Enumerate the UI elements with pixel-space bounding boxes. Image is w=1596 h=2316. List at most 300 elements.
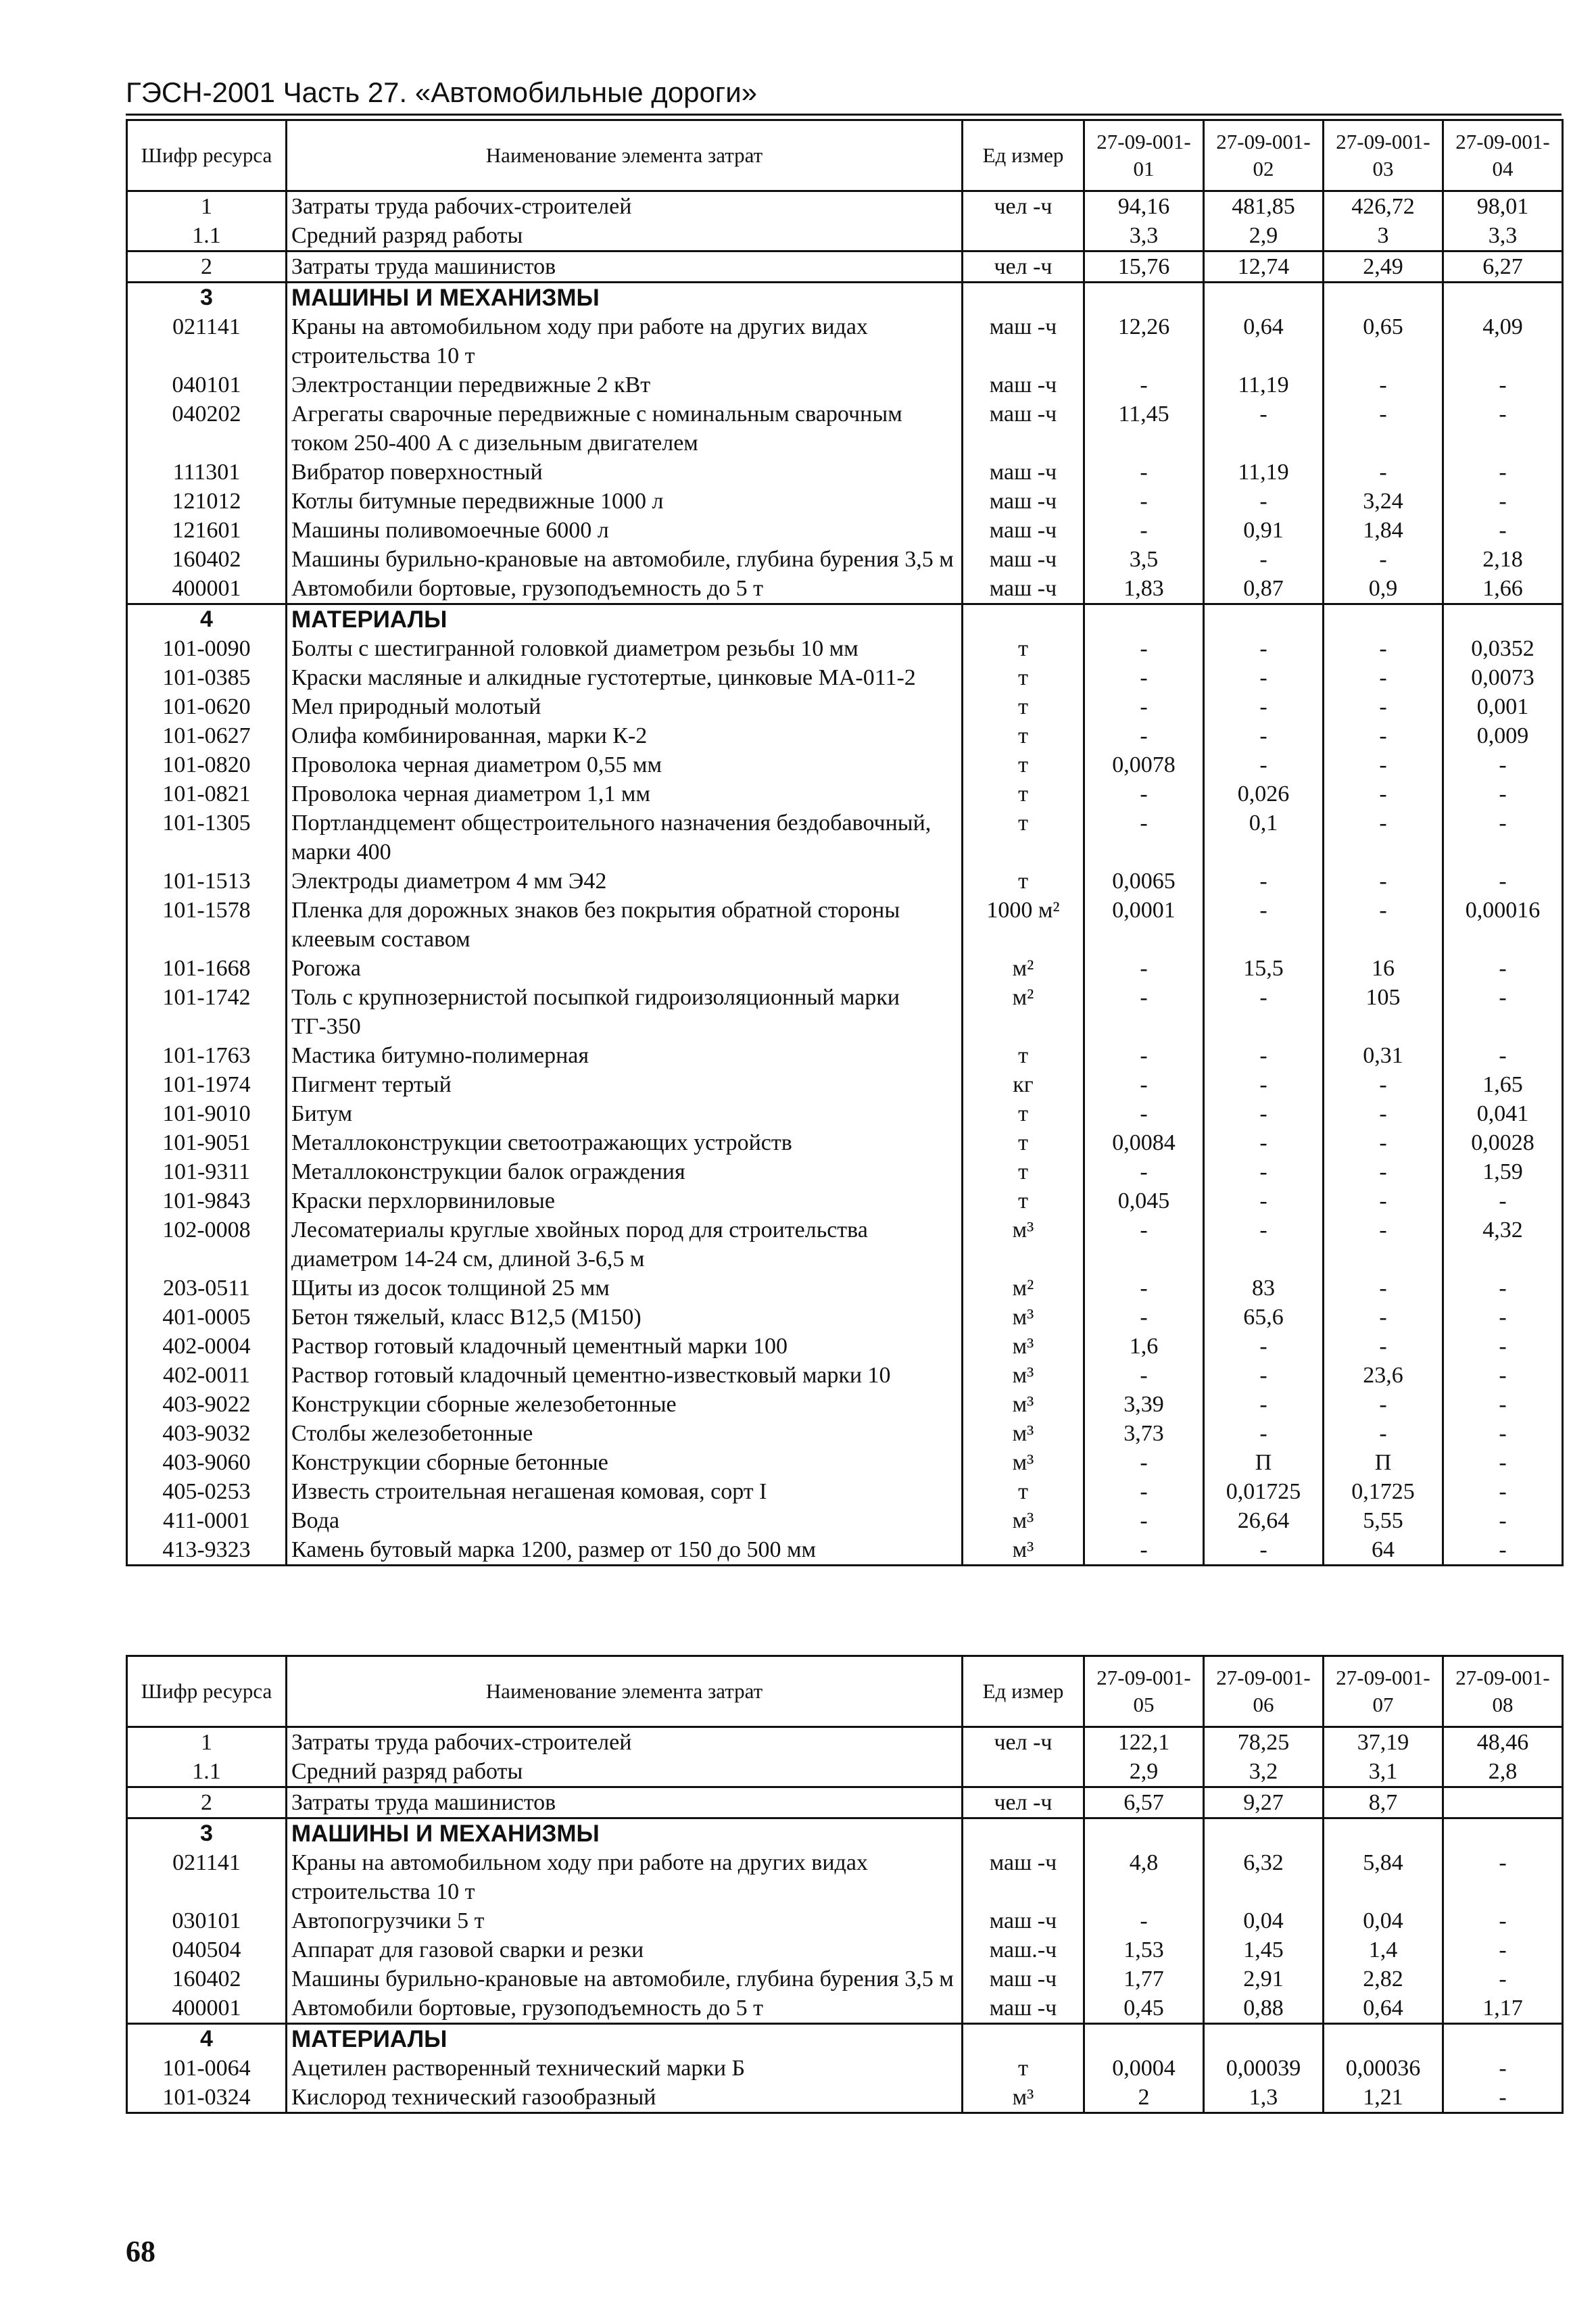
value-cell: П	[1204, 1448, 1324, 1477]
value-cell: 0,0004	[1084, 2054, 1204, 2083]
value-cell: -	[1443, 954, 1563, 983]
value-cell: 4,09	[1443, 312, 1563, 370]
resource-code: 101-0090	[127, 634, 287, 663]
value-cell: -	[1324, 896, 1443, 954]
unit-cell: т	[963, 1099, 1084, 1128]
resource-name: Краски перхлорвиниловые	[287, 1186, 963, 1215]
value-cell: -	[1443, 487, 1563, 516]
unit-cell: чел -ч	[963, 191, 1084, 222]
table-row	[127, 2054, 1563, 2083]
value-cell: -	[1443, 516, 1563, 545]
value-cell: -	[1204, 1390, 1324, 1419]
value-cell: -	[1324, 867, 1443, 896]
unit-cell: т	[963, 1041, 1084, 1070]
value-cell: 1,4	[1324, 1935, 1443, 1964]
value-cell: -	[1324, 1157, 1443, 1186]
table-row	[127, 574, 1563, 604]
value-cell: 105	[1324, 983, 1443, 1041]
value-cell: 3,3	[1443, 221, 1563, 251]
table-row	[127, 663, 1563, 692]
resource-name: Мел природный молотый	[287, 692, 963, 721]
value-cell: -	[1324, 1099, 1443, 1128]
value-cell: -	[1204, 1361, 1324, 1390]
column-header-value: 27-09-001-01	[1084, 120, 1204, 191]
unit-cell: м²	[963, 954, 1084, 983]
value-cell: -	[1084, 954, 1204, 983]
table-row	[127, 1070, 1563, 1099]
column-header-value: 27-09-001-06	[1204, 1656, 1324, 1727]
table-row	[127, 191, 1563, 222]
table-row	[127, 1128, 1563, 1157]
unit-cell: маш.-ч	[963, 1935, 1084, 1964]
value-cell: 6,27	[1443, 251, 1563, 283]
resource-name: Автомобили бортовые, грузоподъемность до 5 т	[287, 574, 963, 604]
value-cell: -	[1443, 370, 1563, 400]
value-cell	[1084, 2024, 1204, 2054]
table-row	[127, 1274, 1563, 1303]
unit-cell: 1000 м²	[963, 896, 1084, 954]
value-cell: -	[1443, 1906, 1563, 1935]
value-cell: 2,82	[1324, 1964, 1443, 1994]
section-title: МАТЕРИАЛЫ	[287, 604, 963, 635]
value-cell: -	[1443, 779, 1563, 809]
resource-name: Машины бурильно-крановые на автомобиле, глубина бурения 3,5 м	[287, 1964, 963, 1994]
table-row	[127, 896, 1563, 954]
resource-code: 3	[127, 283, 287, 313]
value-cell: 15,5	[1204, 954, 1324, 983]
table-row	[127, 400, 1563, 458]
value-cell: 0,87	[1204, 574, 1324, 604]
resource-name: Аппарат для газовой сварки и резки	[287, 1935, 963, 1964]
value-cell: 65,6	[1204, 1303, 1324, 1332]
resource-code: 101-1513	[127, 867, 287, 896]
value-cell: 0,01725	[1204, 1477, 1324, 1506]
value-cell	[1084, 1818, 1204, 1849]
value-cell: -	[1443, 1361, 1563, 1390]
value-cell: 0,00016	[1443, 896, 1563, 954]
unit-cell: м³	[963, 1419, 1084, 1448]
resource-code: 403-9060	[127, 1448, 287, 1477]
resource-table-2	[126, 1655, 1564, 2114]
column-header-value: 27-09-001-08	[1443, 1656, 1563, 1727]
value-cell: -	[1084, 1041, 1204, 1070]
resource-name: Битум	[287, 1099, 963, 1128]
table-row	[127, 251, 1563, 283]
table-row	[127, 1099, 1563, 1128]
column-header-unit: Ед измер	[963, 1656, 1084, 1727]
value-cell: -	[1204, 1070, 1324, 1099]
table-row	[127, 809, 1563, 867]
column-header-name: Наименование элемента затрат	[287, 1656, 963, 1727]
value-cell: 2,9	[1084, 1757, 1204, 1787]
unit-cell: м²	[963, 983, 1084, 1041]
resource-code: 021141	[127, 312, 287, 370]
unit-cell: м³	[963, 1506, 1084, 1535]
table-row	[127, 1757, 1563, 1787]
resource-code: 101-0385	[127, 663, 287, 692]
unit-cell: маш -ч	[963, 370, 1084, 400]
value-cell: 12,26	[1084, 312, 1204, 370]
value-cell: 0,1	[1204, 809, 1324, 867]
unit-cell: т	[963, 663, 1084, 692]
resource-code: 402-0004	[127, 1332, 287, 1361]
value-cell: -	[1204, 1535, 1324, 1566]
unit-cell: м³	[963, 1303, 1084, 1332]
unit-cell: маш -ч	[963, 545, 1084, 574]
section-row	[127, 1818, 1563, 1849]
resource-code: 403-9022	[127, 1390, 287, 1419]
value-cell: -	[1204, 1419, 1324, 1448]
resource-code: 400001	[127, 574, 287, 604]
value-cell: 83	[1204, 1274, 1324, 1303]
value-cell: 3,3	[1084, 221, 1204, 251]
value-cell: -	[1204, 634, 1324, 663]
value-cell: 1,84	[1324, 516, 1443, 545]
table-row	[127, 1964, 1563, 1994]
resource-name: Краны на автомобильном ходу при работе на других видах строительства 10 т	[287, 312, 963, 370]
table-row	[127, 1041, 1563, 1070]
resource-name: Средний разряд работы	[287, 1757, 963, 1787]
resource-name: Лесоматериалы круглые хвойных пород для строительства диаметром 14-24 см, длиной 3-6,5 м	[287, 1215, 963, 1274]
value-cell: -	[1443, 2054, 1563, 2083]
value-cell: -	[1084, 1906, 1204, 1935]
value-cell	[1443, 2024, 1563, 2054]
resource-code: 021141	[127, 1848, 287, 1906]
resource-code: 4	[127, 604, 287, 635]
value-cell: 78,25	[1204, 1727, 1324, 1758]
value-cell: -	[1443, 458, 1563, 487]
resource-code: 101-1742	[127, 983, 287, 1041]
page-number: 68	[126, 2235, 155, 2268]
section-row	[127, 2024, 1563, 2054]
unit-cell: т	[963, 692, 1084, 721]
value-cell: -	[1443, 750, 1563, 779]
unit-cell: маш -ч	[963, 574, 1084, 604]
resource-name: Щиты из досок толщиной 25 мм	[287, 1274, 963, 1303]
resource-code: 101-0324	[127, 2083, 287, 2113]
value-cell	[1204, 1818, 1324, 1849]
value-cell: -	[1443, 1848, 1563, 1906]
resource-code: 101-0627	[127, 721, 287, 750]
value-cell: 0,91	[1204, 516, 1324, 545]
column-header-value: 27-09-001-07	[1324, 1656, 1443, 1727]
value-cell: -	[1204, 1099, 1324, 1128]
resource-code: 402-0011	[127, 1361, 287, 1390]
table-header-row	[127, 120, 1563, 191]
resource-name: Металлоконструкции светоотражающих устройств	[287, 1128, 963, 1157]
value-cell: -	[1324, 1303, 1443, 1332]
unit-cell: чел -ч	[963, 1787, 1084, 1818]
value-cell: 8,7	[1324, 1787, 1443, 1818]
value-cell: 0,31	[1324, 1041, 1443, 1070]
value-cell: -	[1084, 1448, 1204, 1477]
resource-code: 101-9843	[127, 1186, 287, 1215]
value-cell: 2,9	[1204, 221, 1324, 251]
value-cell: 0,9	[1324, 574, 1443, 604]
value-cell: 37,19	[1324, 1727, 1443, 1758]
column-header-value: 27-09-001-03	[1324, 120, 1443, 191]
value-cell: 1,59	[1443, 1157, 1563, 1186]
value-cell: 2,18	[1443, 545, 1563, 574]
value-cell: -	[1443, 1506, 1563, 1535]
resource-name: Затраты труда машинистов	[287, 251, 963, 283]
resource-code: 040202	[127, 400, 287, 458]
value-cell: 0,64	[1324, 1994, 1443, 2024]
value-cell: -	[1324, 692, 1443, 721]
resource-name: Машины поливомоечные 6000 л	[287, 516, 963, 545]
resource-code: 040504	[127, 1935, 287, 1964]
resource-name: Металлоконструкции балок ограждения	[287, 1157, 963, 1186]
value-cell: -	[1324, 545, 1443, 574]
value-cell: 1,65	[1443, 1070, 1563, 1099]
value-cell: 3	[1324, 221, 1443, 251]
value-cell: 2,8	[1443, 1757, 1563, 1787]
table-row	[127, 1477, 1563, 1506]
value-cell: -	[1084, 721, 1204, 750]
unit-cell: т	[963, 2054, 1084, 2083]
resource-code: 2	[127, 1787, 287, 1818]
resource-name: Олифа комбинированная, марки К-2	[287, 721, 963, 750]
value-cell: 0,0078	[1084, 750, 1204, 779]
resource-code: 101-0064	[127, 2054, 287, 2083]
value-cell: -	[1324, 1128, 1443, 1157]
value-cell: 5,55	[1324, 1506, 1443, 1535]
unit-cell: т	[963, 1157, 1084, 1186]
value-cell: 15,76	[1084, 251, 1204, 283]
unit-cell	[963, 2024, 1084, 2054]
value-cell: 122,1	[1084, 1727, 1204, 1758]
unit-cell: т	[963, 1186, 1084, 1215]
unit-cell: т	[963, 750, 1084, 779]
value-cell: -	[1443, 983, 1563, 1041]
value-cell: 11,45	[1084, 400, 1204, 458]
value-cell: -	[1443, 1303, 1563, 1332]
section-title: МАТЕРИАЛЫ	[287, 2024, 963, 2054]
value-cell: 0,045	[1084, 1186, 1204, 1215]
value-cell: -	[1084, 1099, 1204, 1128]
value-cell: -	[1443, 1448, 1563, 1477]
value-cell: 426,72	[1324, 191, 1443, 222]
resource-code: 405-0253	[127, 1477, 287, 1506]
value-cell: -	[1204, 1215, 1324, 1274]
value-cell: -	[1324, 1215, 1443, 1274]
resource-code: 101-9010	[127, 1099, 287, 1128]
value-cell: -	[1204, 400, 1324, 458]
unit-cell: т	[963, 1477, 1084, 1506]
unit-cell: чел -ч	[963, 251, 1084, 283]
resource-code: 411-0001	[127, 1506, 287, 1535]
resource-code: 101-1668	[127, 954, 287, 983]
unit-cell: т	[963, 1128, 1084, 1157]
value-cell: -	[1084, 516, 1204, 545]
value-cell: 6,57	[1084, 1787, 1204, 1818]
value-cell	[1324, 2024, 1443, 2054]
value-cell: -	[1443, 2083, 1563, 2113]
value-cell: 5,84	[1324, 1848, 1443, 1906]
resource-code: 101-1763	[127, 1041, 287, 1070]
unit-cell	[963, 1818, 1084, 1849]
unit-cell: м³	[963, 1361, 1084, 1390]
value-cell: 0,64	[1204, 312, 1324, 370]
table-row	[127, 2083, 1563, 2113]
resource-name: Электроды диаметром 4 мм Э42	[287, 867, 963, 896]
value-cell: -	[1324, 458, 1443, 487]
value-cell: 16	[1324, 954, 1443, 983]
value-cell	[1443, 604, 1563, 635]
value-cell: -	[1324, 1274, 1443, 1303]
unit-cell	[963, 283, 1084, 313]
resource-name: Проволока черная диаметром 0,55 мм	[287, 750, 963, 779]
unit-cell	[963, 604, 1084, 635]
value-cell: -	[1443, 1935, 1563, 1964]
value-cell: -	[1443, 1274, 1563, 1303]
unit-cell: маш -ч	[963, 487, 1084, 516]
resource-code: 400001	[127, 1994, 287, 2024]
value-cell: -	[1084, 779, 1204, 809]
table-row	[127, 692, 1563, 721]
resource-code: 1.1	[127, 1757, 287, 1787]
value-cell: -	[1204, 750, 1324, 779]
section-title: МАШИНЫ И МЕХАНИЗМЫ	[287, 1818, 963, 1849]
resource-name: Столбы железобетонные	[287, 1419, 963, 1448]
value-cell: 1,21	[1324, 2083, 1443, 2113]
resource-name: Портландцемент общестроительного назначения бездобавочный, марки 400	[287, 809, 963, 867]
resource-code: 040101	[127, 370, 287, 400]
resource-code: 3	[127, 1818, 287, 1849]
resource-name: Пигмент тертый	[287, 1070, 963, 1099]
value-cell: -	[1443, 1477, 1563, 1506]
value-cell	[1204, 2024, 1324, 2054]
table-row	[127, 1448, 1563, 1477]
resource-name: Затраты труда рабочих-строителей	[287, 1727, 963, 1758]
resource-name: Кислород технический газообразный	[287, 2083, 963, 2113]
table-row	[127, 1906, 1563, 1935]
value-cell: -	[1324, 1332, 1443, 1361]
column-header-unit: Ед измер	[963, 120, 1084, 191]
resource-name: Автомобили бортовые, грузоподъемность до 5 т	[287, 1994, 963, 2024]
value-cell: -	[1443, 400, 1563, 458]
resource-code: 403-9032	[127, 1419, 287, 1448]
column-header-code: Шифр ресурса	[127, 1656, 287, 1727]
table-row	[127, 750, 1563, 779]
resource-code: 101-9311	[127, 1157, 287, 1186]
table-row	[127, 1848, 1563, 1906]
value-cell: -	[1084, 983, 1204, 1041]
value-cell: 23,6	[1324, 1361, 1443, 1390]
table-row	[127, 721, 1563, 750]
value-cell: 0,026	[1204, 779, 1324, 809]
column-header-value: 27-09-001-04	[1443, 120, 1563, 191]
table-row	[127, 370, 1563, 400]
resource-code: 101-0820	[127, 750, 287, 779]
value-cell: 2,91	[1204, 1964, 1324, 1994]
value-cell	[1443, 283, 1563, 313]
value-cell: -	[1324, 1070, 1443, 1099]
value-cell: 1,17	[1443, 1994, 1563, 2024]
resource-name: Краны на автомобильном ходу при работе на других видах строительства 10 т	[287, 1848, 963, 1906]
value-cell: -	[1204, 1157, 1324, 1186]
value-cell: 0,45	[1084, 1994, 1204, 2024]
resource-name: Вибратор поверхностный	[287, 458, 963, 487]
table-row	[127, 1186, 1563, 1215]
resource-code: 401-0005	[127, 1303, 287, 1332]
value-cell: -	[1204, 721, 1324, 750]
value-cell	[1324, 283, 1443, 313]
value-cell: 4,8	[1084, 1848, 1204, 1906]
resource-name: Известь строительная негашеная комовая, сорт I	[287, 1477, 963, 1506]
resource-name: Конструкции сборные бетонные	[287, 1448, 963, 1477]
resource-code: 203-0511	[127, 1274, 287, 1303]
unit-cell: маш -ч	[963, 1994, 1084, 2024]
resource-name: Электростанции передвижные 2 кВт	[287, 370, 963, 400]
unit-cell: маш -ч	[963, 1848, 1084, 1906]
value-cell: 3,2	[1204, 1757, 1324, 1787]
value-cell: -	[1204, 1186, 1324, 1215]
value-cell	[1204, 283, 1324, 313]
value-cell: 0,0001	[1084, 896, 1204, 954]
resource-code: 121012	[127, 487, 287, 516]
value-cell: -	[1084, 370, 1204, 400]
table-row	[127, 867, 1563, 896]
value-cell: 1,45	[1204, 1935, 1324, 1964]
value-cell: -	[1324, 809, 1443, 867]
resource-name: Камень бутовый марка 1200, размер от 150 до 500 мм	[287, 1535, 963, 1566]
resource-code: 1	[127, 191, 287, 222]
table-row	[127, 1332, 1563, 1361]
value-cell: -	[1084, 1535, 1204, 1566]
unit-cell: маш -ч	[963, 458, 1084, 487]
page-header	[126, 76, 1562, 116]
resource-name: Рогожа	[287, 954, 963, 983]
value-cell: 0,00039	[1204, 2054, 1324, 2083]
resource-name: Конструкции сборные железобетонные	[287, 1390, 963, 1419]
value-cell: -	[1324, 779, 1443, 809]
resource-name: Затраты труда машинистов	[287, 1787, 963, 1818]
value-cell	[1443, 1818, 1563, 1849]
resource-name: Машины бурильно-крановые на автомобиле, глубина бурения 3,5 м	[287, 545, 963, 574]
resource-code: 030101	[127, 1906, 287, 1935]
value-cell: 3,1	[1324, 1757, 1443, 1787]
resource-name: Краски масляные и алкидные густотертые, цинковые МА-011-2	[287, 663, 963, 692]
resource-code: 111301	[127, 458, 287, 487]
resource-name: Средний разряд работы	[287, 221, 963, 251]
table-row	[127, 983, 1563, 1041]
value-cell: 0,0073	[1443, 663, 1563, 692]
resource-code: 121601	[127, 516, 287, 545]
value-cell: 26,64	[1204, 1506, 1324, 1535]
unit-cell: м³	[963, 1448, 1084, 1477]
value-cell: 0,04	[1204, 1906, 1324, 1935]
value-cell: 0,0028	[1443, 1128, 1563, 1157]
value-cell: -	[1084, 1477, 1204, 1506]
table-row	[127, 1727, 1563, 1758]
value-cell: -	[1324, 750, 1443, 779]
value-cell: -	[1084, 1157, 1204, 1186]
value-cell: 98,01	[1443, 191, 1563, 222]
resource-name: Болты с шестигранной головкой диаметром резьбы 10 мм	[287, 634, 963, 663]
unit-cell: м³	[963, 2083, 1084, 2113]
value-cell: 64	[1324, 1535, 1443, 1566]
resource-name: Затраты труда рабочих-строителей	[287, 191, 963, 222]
table-row	[127, 1935, 1563, 1964]
table-row	[127, 1506, 1563, 1535]
resource-name: Котлы битумные передвижные 1000 л	[287, 487, 963, 516]
value-cell: -	[1084, 1274, 1204, 1303]
value-cell: -	[1443, 809, 1563, 867]
table-row	[127, 1215, 1563, 1274]
value-cell: 3,39	[1084, 1390, 1204, 1419]
table-row	[127, 1535, 1563, 1566]
